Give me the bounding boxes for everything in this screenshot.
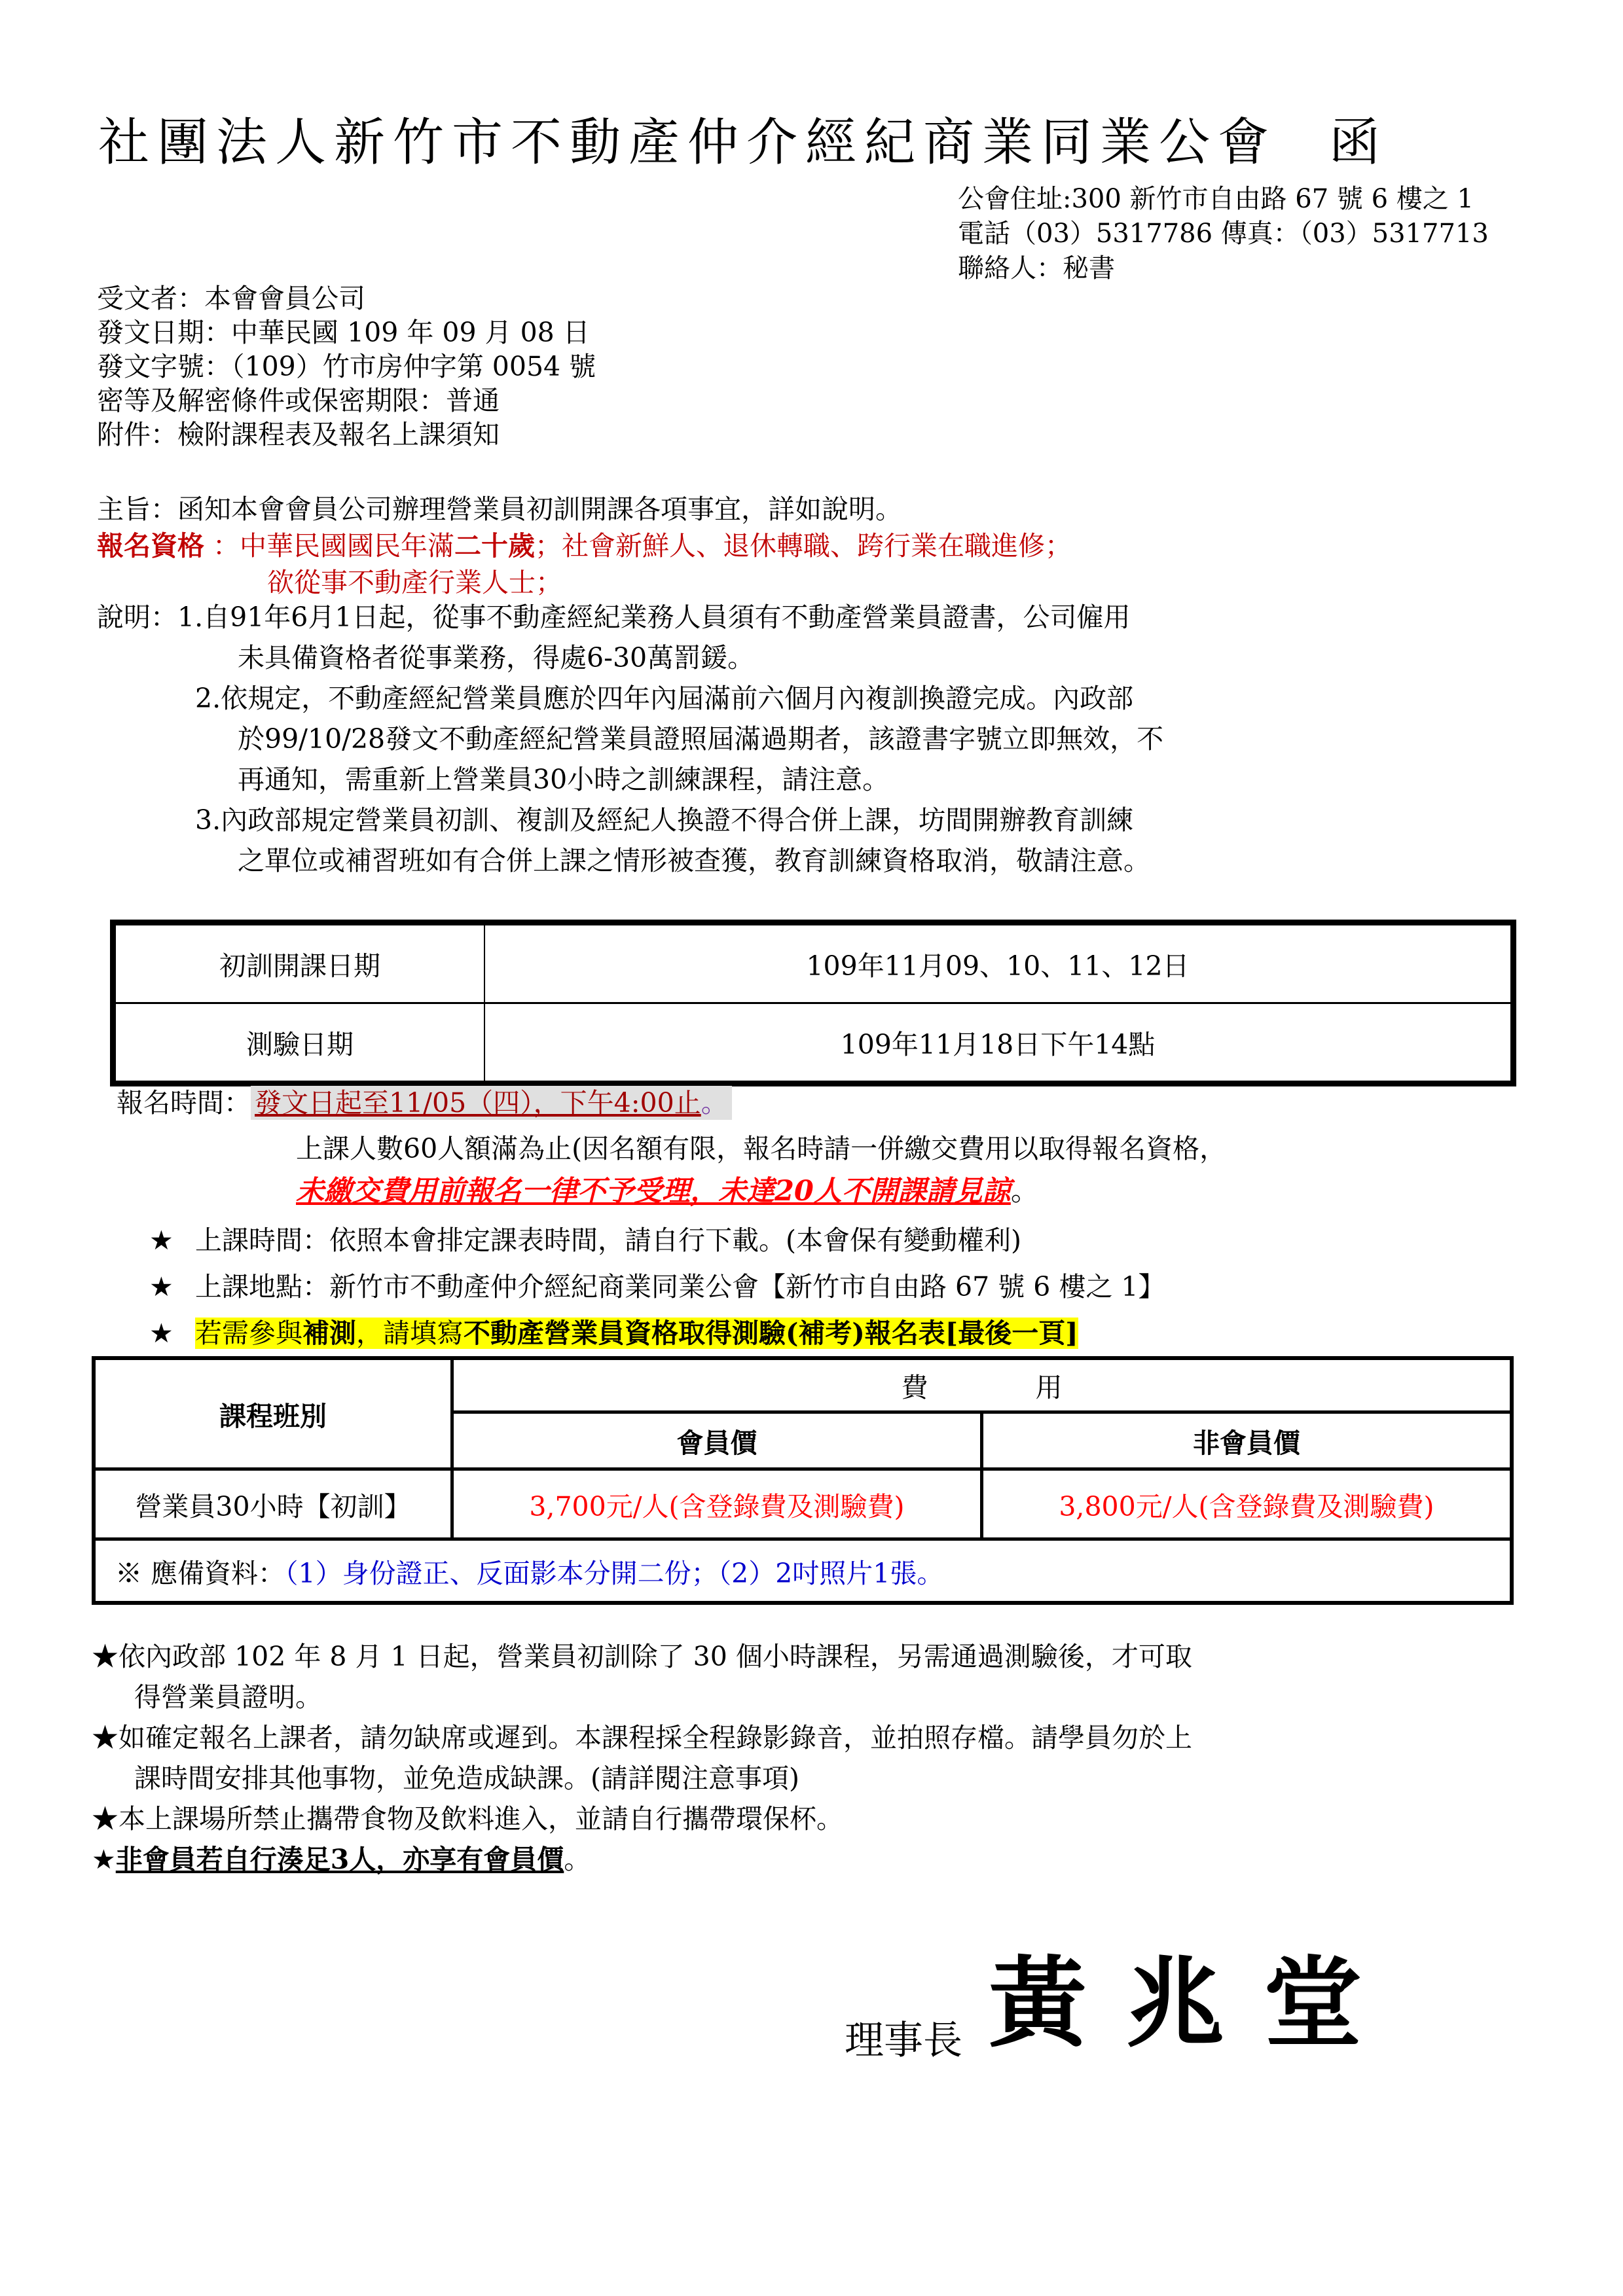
warning-text: 未繳交費用前報名一律不予受理，未達20人不開課請見諒 [296,1175,1011,1208]
document-title [98,110,1388,175]
qualification-text-a: ：中華民國國民年滿 [213,530,455,562]
course-header: 課程班別 [94,1358,452,1469]
table-row [113,923,1514,1003]
course-info-list [149,1217,1165,1357]
docs-text: （1）身份證正、反面影本分開二份；（2）2吋照片1張。 [285,1557,944,1589]
fee-table [92,1356,1514,1605]
list-item [149,1264,1165,1310]
makeup-exam-note [195,1318,1078,1349]
bullet-text: 上課地點：新竹市不動產仲介經紀商業同業公會【新竹市自由路 67 號 6 樓之 1】 [195,1271,1165,1302]
registration-capacity: 上課人數60人額滿為止(因名額有限，報名時請一併繳交費用以取得報名資格， [296,1133,1227,1164]
address: 公會住址:300 新竹市自由路 67 號 6 樓之 1 [958,184,1474,214]
classification: 密等及解密條件或保密期限：普通 [97,385,500,416]
qualification-age: 二十歲 [454,530,536,562]
schedule-value: 109年11月18日下午14點 [484,1003,1514,1084]
phone-fax: 電話（03）5317786 傳真：（03）5317713 [958,219,1489,249]
doc-type: 函 [1329,113,1389,172]
qualification-line2: 欲從事不動產行業人士； [267,567,562,598]
contact-block [958,182,1489,286]
signer-role: 理事長 [845,2018,962,2064]
explanation-text: 之單位或補習班如有合併上課之情形被查獲，教育訓練資格取消，敬請注意。 [238,845,1150,876]
bullet-text: 補測 [302,1318,356,1349]
explanation-text: 內政部規定營業員初訓、複訓及經紀人換證不得合併上課，坊間開辦教育訓練 [221,804,1134,836]
explanation-text: 未具備資格者從事業務，得處6-30萬罰鍰。 [238,642,755,673]
notes-list [92,1636,1192,1880]
fee-header: 費 用 [452,1358,1512,1412]
schedule-table [110,920,1516,1086]
note-item: ★本上課場所禁止攜帶食物及飲料進入，並請自行攜帶環保杯。 [92,1803,843,1835]
star-icon: ★ [149,1318,173,1349]
star-icon: ★ [149,1225,173,1256]
nonmember-header: 非會員價 [981,1412,1512,1469]
schedule-label: 測驗日期 [113,1003,485,1084]
note-item: 得營業員證明。 [134,1681,322,1713]
explanation-text: 依規定，不動產經紀營業員應於四年內屆滿前六個月內複訓換證完成。內政部 [221,683,1134,714]
member-header: 會員價 [452,1412,982,1469]
note-item: ★如確定報名上課者，請勿缺席或遲到。本課程採全程錄影錄音，並拍照存檔。請學員勿於上 [92,1722,1192,1753]
list-item [149,1217,1165,1264]
nonmember-price: 3,800元/人(含登錄費及測驗費) [981,1469,1512,1539]
required-documents [94,1539,1512,1604]
registration-label: 報名時間： [117,1087,251,1119]
qualification [97,528,1072,601]
qualification-text-b: ；社會新鮮人、退休轉職、跨行業在職進修； [535,530,1072,562]
note-item: ★依內政部 102 年 8 月 1 日起，營業員初訓除了 30 個小時課程，另需通過測驗後，才可取 [92,1641,1192,1672]
punctuation: 。 [701,1087,728,1119]
list-item [149,1310,1165,1357]
note-item: 課時間安排其他事物，並免造成缺課。(請詳閱注意事項) [134,1763,799,1794]
qualification-label: 報名資格 [97,530,204,562]
contact-person: 聯絡人：秘書 [958,253,1115,283]
bullet-text: 不動產營業員資格取得測驗(補考)報名表 [464,1318,945,1349]
subject: 主旨：函知本會會員公司辦理營業員初訓開課各項事宜，詳如說明。 [97,493,902,525]
schedule-label: 初訓開課日期 [113,923,485,1003]
org-title: 社團法人新竹市不動產仲介經紀商業同業公會 [98,113,1277,172]
document-meta [97,281,596,452]
item-number: 3. [195,804,221,836]
explanation [97,597,1163,881]
explanation-text: 於99/10/28發文不動產經紀營業員證照屆滿過期者，該證書字號立即無效，不 [238,723,1164,755]
registration-time [117,1083,732,1122]
recipient: 受文者：本會會員公司 [97,283,365,314]
table-row [94,1358,1512,1412]
star-icon: ★ [149,1271,173,1302]
bullet-text: ，請填寫 [356,1318,464,1349]
note-item [92,1839,1192,1880]
explanation-text: 再通知，需重新上營業員30小時之訓練課程，請注意。 [238,764,890,795]
docs-label: ※ 應備資料： [115,1557,285,1589]
table-row [113,1003,1514,1084]
nonmember-discount: 非會員若自行湊足3人，亦享有會員價 [115,1844,564,1875]
bullet-text: [最後一頁] [945,1318,1078,1349]
punctuation: 。 [564,1844,591,1875]
issue-date: 發文日期：中華民國 109 年 09 月 08 日 [97,317,590,348]
doc-number: 發文字號：（109）竹市房仲字第 0054 號 [97,351,596,382]
member-price: 3,700元/人(含登錄費及測驗費) [452,1469,982,1539]
item-number: 1. [177,601,204,633]
explanation-label: 說明： [97,601,177,633]
attachment: 附件：檢附課程表及報名上課須知 [97,419,500,450]
star-icon: ★ [92,1844,116,1875]
bullet-text: 若需參與 [195,1318,302,1349]
schedule-value: 109年11月09、10、11、12日 [484,923,1514,1003]
registration-warning [296,1172,1039,1211]
table-row [94,1539,1512,1604]
bullet-text: 上課時間：依照本會排定課表時間，請自行下載。(本會保有變動權利) [195,1225,1021,1256]
punctuation: 。 [1010,1175,1039,1208]
table-row [94,1469,1512,1539]
explanation-text: 自91年6月1日起，從事不動產經紀業務人員須有不動產營業員證書，公司僱用 [203,601,1131,633]
signer-name: 黃兆堂 [989,1947,1402,2061]
course-name: 營業員30小時【初訓】 [94,1469,452,1539]
item-number: 2. [195,683,221,714]
registration-period: 發文日起至11/05（四），下午4:00止 [255,1087,701,1119]
signature [845,1924,1401,2066]
